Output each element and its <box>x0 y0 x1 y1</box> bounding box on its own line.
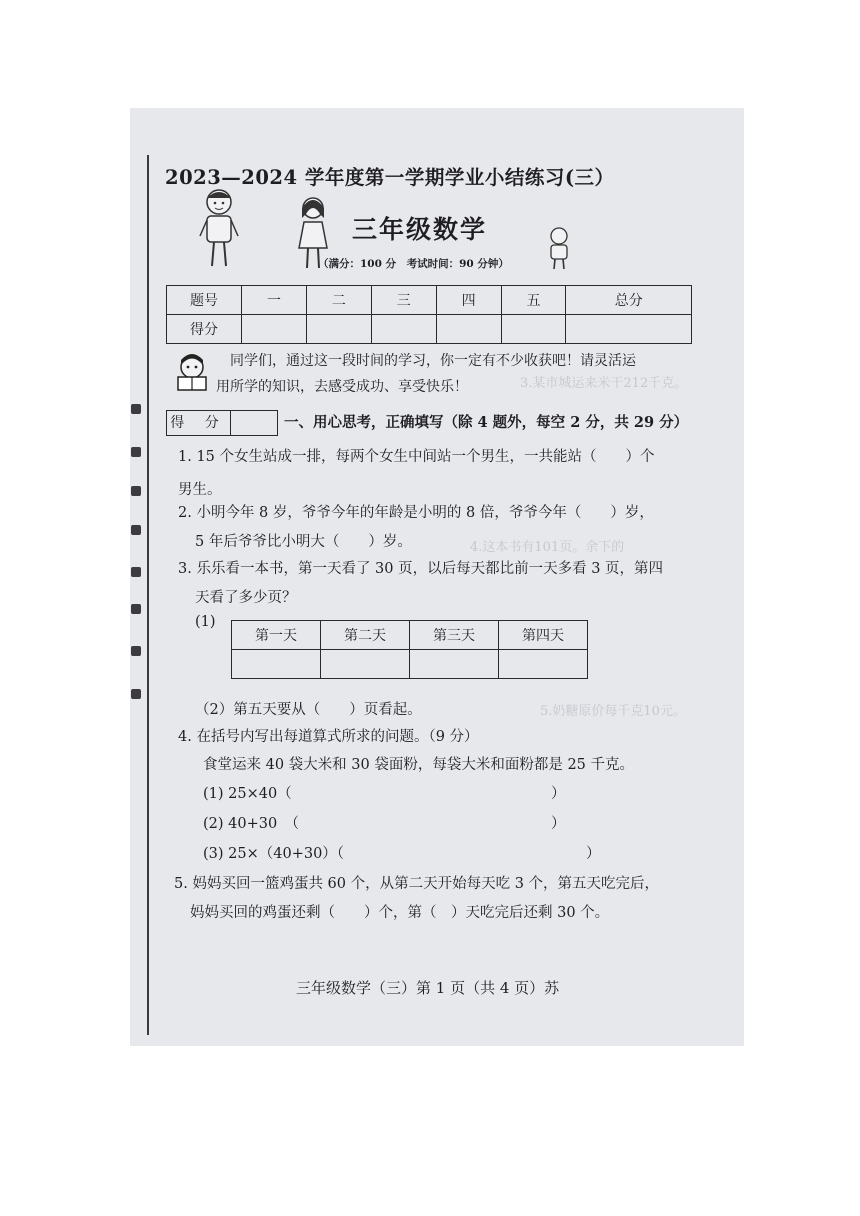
section-score-field[interactable] <box>231 411 277 435</box>
intro-line: 用所学的知识，去感受成功、享受快乐！ <box>216 379 468 395</box>
day-answer-cell[interactable] <box>232 650 321 679</box>
table-row <box>232 650 588 679</box>
intro-message <box>216 348 696 400</box>
score-cell[interactable] <box>242 315 307 344</box>
question-1-line-1: 1. 15 个女生站成一排，每两个女生中间站一个男生，一共能站（ ）个 <box>178 449 655 465</box>
table-row <box>232 621 588 650</box>
day-header: 第四天 <box>499 621 588 650</box>
binding-mark <box>131 404 141 414</box>
bleed-through-text: 4.这本书有101页。余下的 <box>470 540 625 555</box>
reading-kid-icon <box>172 352 212 392</box>
score-cell[interactable] <box>371 315 436 344</box>
score-table-row-label: 得分 <box>167 315 242 344</box>
score-cell[interactable] <box>436 315 501 344</box>
day-answer-cell[interactable] <box>499 650 588 679</box>
bleed-through-text: 3.某市城运来米干212千克。 <box>520 376 688 391</box>
question-5-line-2: 妈妈买回的鸡蛋还剩（ ）个，第（ ）天吃完后还剩 30 个。 <box>190 905 610 921</box>
score-table-column: 四 <box>436 286 501 315</box>
answer-close-paren: ） <box>551 786 566 802</box>
answer-close-paren: ） <box>551 816 566 832</box>
question-4-item-3: (3) 25×（40+30）（ <box>203 846 345 862</box>
exam-meta: （满分：100 分 考试时间：90 分钟） <box>318 258 509 270</box>
binding-mark <box>131 604 141 614</box>
binding-mark <box>131 567 141 577</box>
binding-mark <box>131 689 141 699</box>
section-score-label: 得 分 <box>167 411 231 435</box>
score-cell[interactable] <box>566 315 692 344</box>
question-3-part-1: (1) <box>195 614 216 630</box>
score-cell[interactable] <box>306 315 371 344</box>
score-table-header-label: 题号 <box>167 286 242 315</box>
question-4-item-1: (1) 25×40（ <box>203 786 292 802</box>
exam-title: 2023—2024 学年度第一学期学业小结练习(三） <box>165 166 615 189</box>
subject-heading: 三年级数学 <box>352 215 488 244</box>
binding-mark <box>131 486 141 496</box>
score-table-column: 总分 <box>566 286 692 315</box>
question-3-line-1: 3. 乐乐看一本书，第一天看了 30 页，以后每天都比前一天多看 3 页，第四 <box>178 561 664 577</box>
section-score-box <box>166 410 278 436</box>
binding-mark <box>131 646 141 656</box>
score-table-column: 一 <box>242 286 307 315</box>
question-2-line-1: 2. 小明今年 8 岁，爷爷今年的年龄是小明的 8 倍，爷爷今年（ ）岁， <box>178 505 654 521</box>
binding-line <box>147 155 149 1035</box>
binding-mark <box>131 525 141 535</box>
bleed-through-text: 5.奶糖原价每千克10元。 <box>540 704 686 719</box>
day-answer-cell[interactable] <box>321 650 410 679</box>
day-header: 第三天 <box>410 621 499 650</box>
intro-line: 同学们，通过这一段时间的学习，你一定有不少收获吧！请灵活运 <box>230 353 636 369</box>
question-3-part-2: （2）第五天要从（ ）页看起。 <box>195 702 422 718</box>
score-cell[interactable] <box>501 315 566 344</box>
score-table-column: 五 <box>501 286 566 315</box>
answer-close-paren: ） <box>586 846 601 862</box>
question-3-line-2: 天看了多少页？ <box>195 590 297 606</box>
score-table <box>166 285 692 344</box>
binding-mark <box>131 447 141 457</box>
table-row <box>167 286 692 315</box>
days-table <box>231 620 588 679</box>
score-table-column: 二 <box>306 286 371 315</box>
day-header: 第二天 <box>321 621 410 650</box>
table-row <box>167 315 692 344</box>
section-heading: 一、用心思考，正确填写（除 4 题外，每空 2 分，共 29 分） <box>284 414 689 431</box>
question-2-line-2: 5 年后爷爷比小明大（ ）岁。 <box>195 534 412 550</box>
day-header: 第一天 <box>232 621 321 650</box>
question-1-line-2: 男生。 <box>178 482 222 498</box>
question-4-line-1: 4. 在括号内写出每道算式所求的问题。（9 分） <box>178 729 479 745</box>
day-answer-cell[interactable] <box>410 650 499 679</box>
small-kid-illustration <box>545 226 573 270</box>
boy-illustration <box>196 186 242 272</box>
question-5-line-1: 5. 妈妈买回一篮鸡蛋共 60 个，从第二天开始每天吃 3 个，第五天吃完后， <box>174 876 660 892</box>
page-footer: 三年级数学（三）第 1 页（共 4 页）苏 <box>296 979 560 997</box>
score-table-column: 三 <box>371 286 436 315</box>
question-4-line-2: 食堂运来 40 袋大米和 30 袋面粉，每袋大米和面粉都是 25 千克。 <box>203 757 635 773</box>
question-4-item-2: (2) 40+30 （ <box>203 816 299 832</box>
